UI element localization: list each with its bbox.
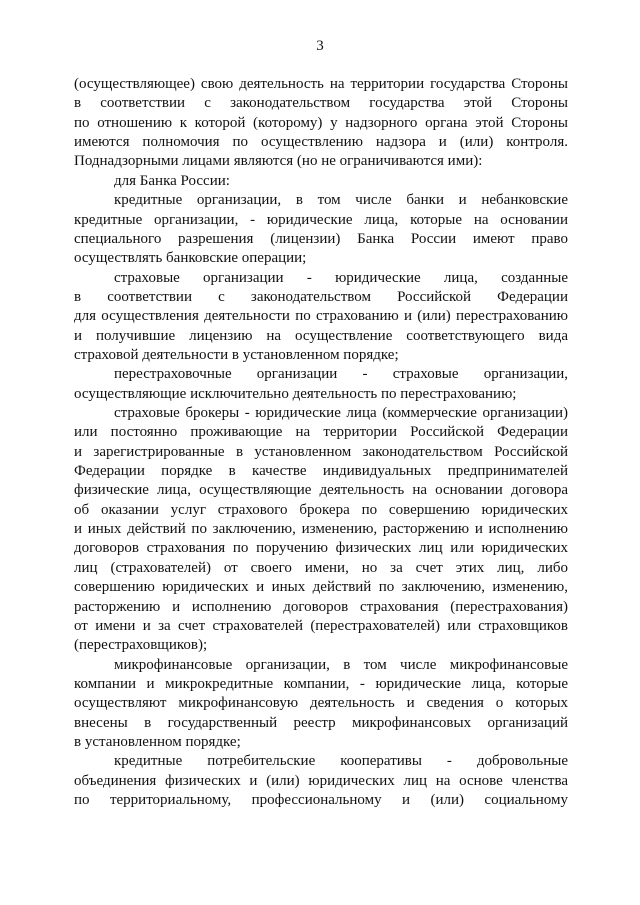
text-line: Поднадзорными лицами являются (но не ограничиваются ими): [74, 153, 483, 170]
text-line: осуществлять банковские операции; [74, 250, 307, 267]
text-line: кредитные организации, в том числе банки и небанковские [114, 192, 568, 209]
text-line: страховые организации - юридические лица, созданные [114, 269, 568, 286]
text-line: (перестраховщиков); [74, 637, 208, 654]
text-line: об оказании услуг страхового брокера по совершению юридических [74, 501, 568, 518]
text-line: в соответствии с законодательством Российской Федерации [74, 288, 568, 305]
text-line: совершению юридических и иных действий по заключению, изменению, [74, 579, 568, 596]
text-line: кредитные организации, - юридические лица, которые на основании [74, 211, 568, 228]
page-number: 3 [316, 38, 324, 54]
text-line: или постоянно проживающие на территории Российской Федерации [74, 424, 568, 441]
text-line: кредитные потребительские кооперативы - добровольные [114, 753, 568, 770]
text-line: страховые брокеры - юридические лица (коммерческие организации) [114, 405, 568, 421]
text-line: физические лица, осуществляющие деятельность на основании договора [74, 482, 568, 499]
text-line: и зарегистрированные в установленном законодательством Российской [74, 443, 568, 460]
text-line: в установленном порядке; [74, 733, 241, 750]
text-line: Федерации порядке в качестве индивидуальных предпринимателей [74, 463, 568, 479]
text-line: для Банка России: [114, 172, 230, 189]
text-line: для осуществления деятельности по страхованию и (или) перестрахованию [74, 308, 568, 325]
text-line: лиц (страхователей) от своего имени, но за счет этих лиц, либо [74, 559, 568, 576]
text-line: по отношению к которой (которому) у надзорного органа этой Стороны [74, 114, 568, 131]
text-line: расторжению и исполнению договоров страхования (перестрахования) [74, 598, 568, 615]
text-line: микрофинансовые организации, в том числе микрофинансовые [114, 656, 568, 673]
text-line: и получившие лицензию на осуществление соответствующего вида [74, 327, 568, 344]
text-line: осуществляющие исключительно деятельность по перестрахованию; [74, 385, 517, 402]
text-line: (осуществляющее) свою деятельность на территории государства Стороны [74, 76, 568, 92]
text-line: компании и микрокредитные компании, - юридические лица, которые [74, 675, 568, 692]
text-line: перестраховочные организации - страховые организации, [114, 366, 568, 383]
text-line: в соответствии с законодательством государства этой Стороны [74, 95, 568, 112]
text-line: специального разрешения (лицензии) Банка России имеют право [74, 230, 568, 247]
text-line: объединения физических и (или) юридических лиц на основе членства [74, 772, 568, 789]
text-line: договоров страхования по поручению физических лиц или юридических [74, 540, 568, 557]
text-line: имеются полномочия по осуществлению надзора и (или) контроля. [74, 134, 568, 151]
text-line: и иных действий по заключению, изменению, расторжению и исполнению [74, 521, 568, 537]
text-line: по территориальному, профессиональному и (или) социальному [74, 792, 568, 808]
text-line: от имени и за счет страхователей (перестрахователей) или страховщиков [74, 617, 568, 634]
text-line: осуществляют микрофинансовую деятельность и сведения о которых [74, 695, 568, 712]
text-line: страховой деятельности в установленном порядке; [74, 346, 399, 363]
text-line: внесены в государственный реестр микрофинансовых организаций [74, 714, 568, 731]
